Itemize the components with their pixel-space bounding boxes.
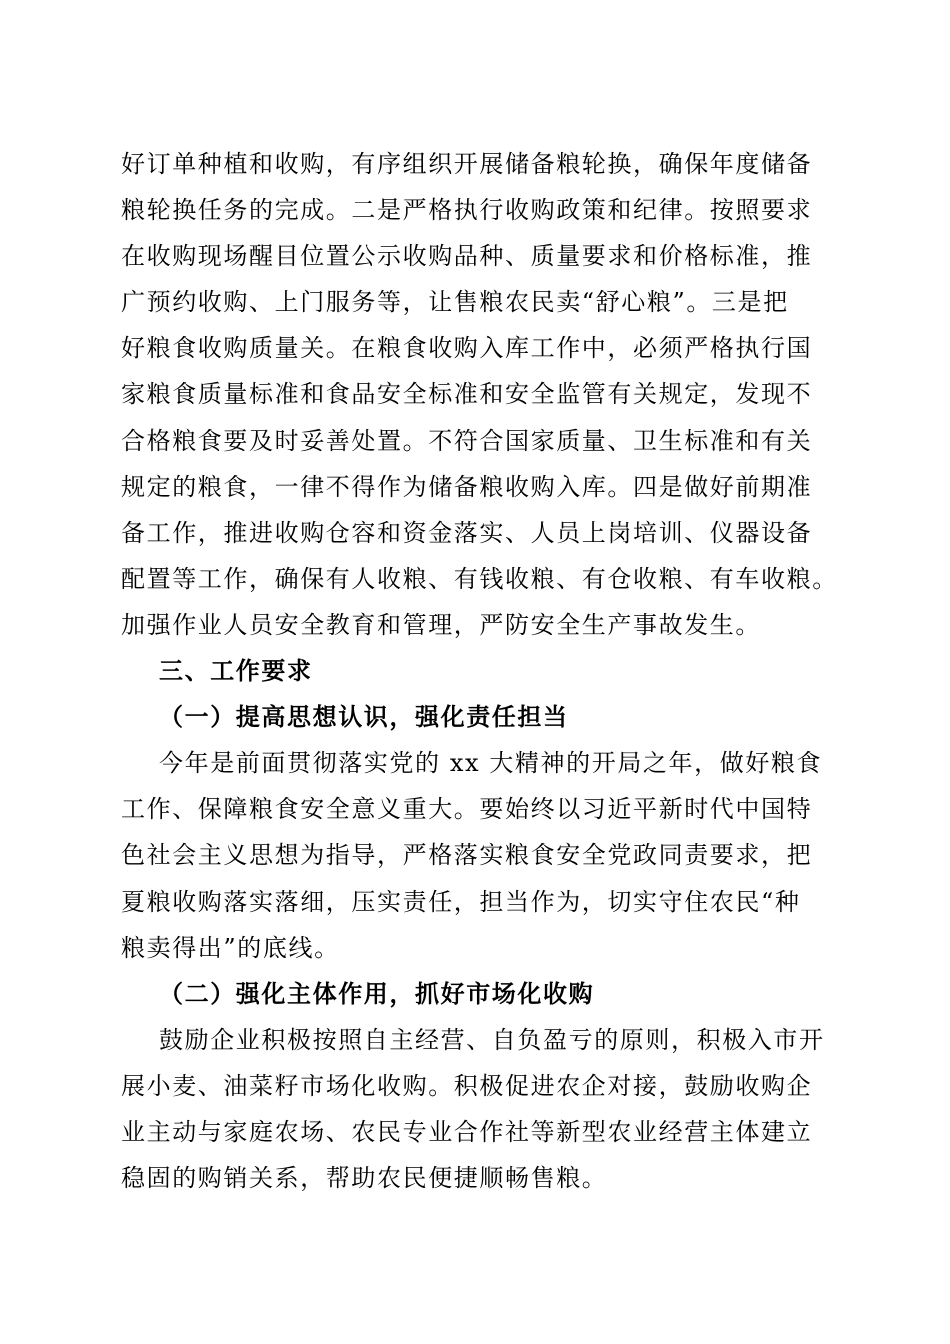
paragraph-line: 好粮食收购质量关。在粮食收购入库工作中，必须严格执行国 bbox=[121, 334, 813, 363]
paragraph-line: 合格粮食要及时妥善处置。不符合国家质量、卫生标准和有关 bbox=[121, 426, 813, 455]
paragraph-line: 色社会主义思想为指导，严格落实粮食安全党政同责要求，把 bbox=[121, 841, 813, 870]
subsection-heading-2: （二）强化主体作用，抓好市场化收购 bbox=[159, 978, 595, 1008]
paragraph-line: 配置等工作，确保有人收粮、有钱收粮、有仓收粮、有车收粮。 bbox=[121, 564, 838, 593]
paragraph-line: 粮卖得出”的底线。 bbox=[121, 933, 340, 962]
paragraph-line: 工作、保障粮食安全意义重大。要始终以习近平新时代中国特 bbox=[121, 795, 813, 824]
paragraph-line: 规定的粮食，一律不得作为储备粮收购入库。四是做好前期准 bbox=[121, 472, 813, 501]
paragraph-line: 广预约收购、上门服务等，让售粮农民卖“舒心粮”。三是把 bbox=[121, 288, 789, 317]
document-body bbox=[121, 141, 851, 1201]
paragraph-line: 业主动与家庭农场、农民专业合作社等新型农业经营主体建立 bbox=[121, 1117, 813, 1146]
paragraph-line: 在收购现场醒目位置公示收购品种、质量要求和价格标准，推 bbox=[121, 242, 813, 271]
paragraph-line: 今年是前面贯彻落实党的 xx 大精神的开局之年，做好粮食 bbox=[159, 749, 823, 778]
paragraph-line: 家粮食质量标准和食品安全标准和安全监管有关规定，发现不 bbox=[121, 380, 813, 409]
paragraph-line: 鼓励企业积极按照自主经营、自负盈亏的原则，积极入市开 bbox=[159, 1025, 825, 1054]
paragraph-line: 加强作业人员安全教育和管理，严防安全生产事故发生。 bbox=[121, 610, 761, 639]
paragraph-line: 粮轮换任务的完成。二是严格执行收购政策和纪律。按照要求 bbox=[121, 196, 813, 225]
paragraph-line: 好订单种植和收购，有序组织开展储备粮轮换，确保年度储备 bbox=[121, 150, 813, 178]
section-heading: 三、工作要求 bbox=[159, 656, 313, 686]
paragraph-line: 备工作，推进收购仓容和资金落实、人员上岗培训、仪器设备 bbox=[121, 518, 813, 547]
subsection-heading-1: （一）提高思想认识，强化责任担当 bbox=[159, 702, 569, 732]
paragraph-line: 展小麦、油菜籽市场化收购。积极促进农企对接，鼓励收购企 bbox=[121, 1071, 813, 1100]
paragraph-line: 稳固的购销关系，帮助农民便捷顺畅售粮。 bbox=[121, 1164, 608, 1193]
paragraph-line: 夏粮收购落实落细，压实责任，担当作为，切实守住农民“种 bbox=[121, 887, 801, 916]
